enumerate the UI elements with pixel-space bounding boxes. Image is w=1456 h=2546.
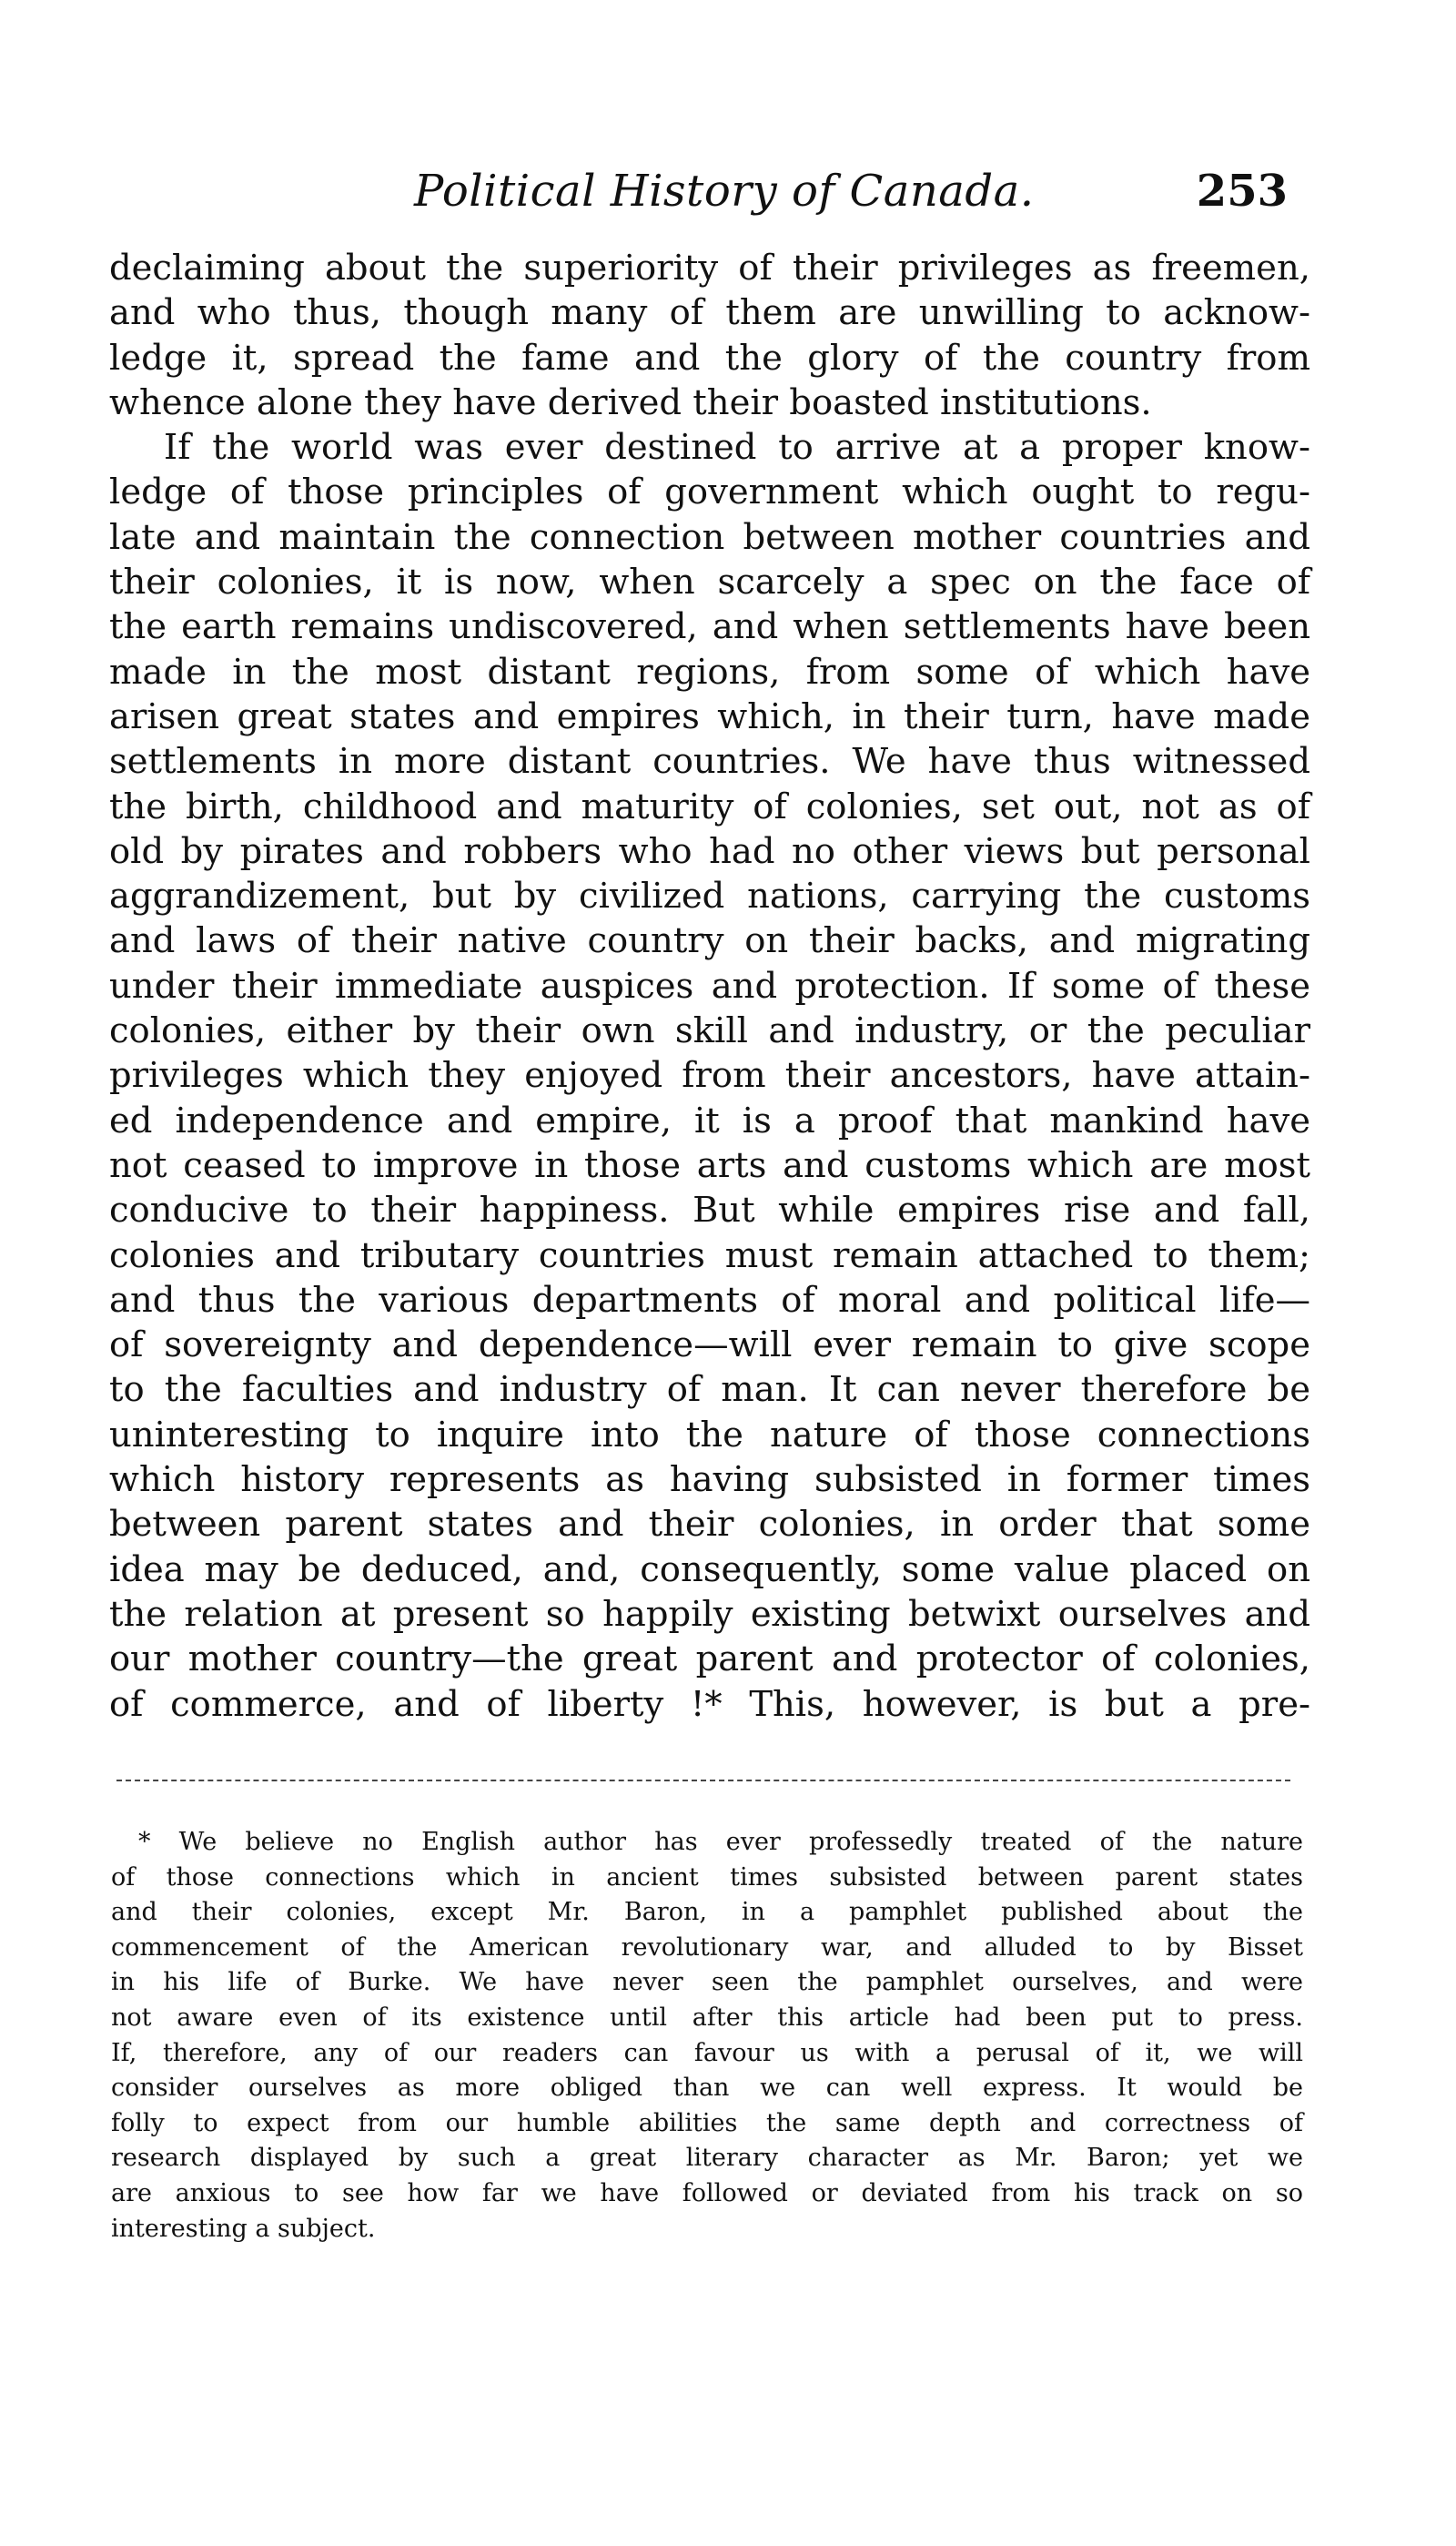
text-line: privileges which they enjoyed from their ancestors, have attain- — [109, 1055, 1310, 1097]
page-header — [414, 166, 1288, 220]
text-line: under their immediate auspices and protection. If some of these — [109, 965, 1310, 1007]
text-line: the earth remains undiscovered, and when settlements have been — [109, 606, 1310, 648]
text-line: our mother country—the great parent and protector of colonies, — [109, 1638, 1310, 1680]
text-line: colonies, either by their own skill and industry, or the peculiar — [109, 1010, 1310, 1052]
text-line: of sovereignty and dependence—will ever remain to give scope — [109, 1324, 1310, 1366]
footnote-line: of those connections which in ancient times subsisted between parent states — [111, 1862, 1303, 1892]
text-line: and laws of their native country on their backs, and migrating — [109, 920, 1310, 962]
text-line: made in the most distant regions, from some of which have — [109, 651, 1310, 693]
text-line: their colonies, it is now, when scarcely a spec on the face of — [109, 562, 1310, 604]
text-line: uninteresting to inquire into the nature of those connections — [109, 1414, 1310, 1456]
text-line: conducive to their happiness. But while empires rise and fall, — [109, 1190, 1310, 1232]
text-line: arisen great states and empires which, in their turn, have made — [109, 695, 1310, 737]
footnote-line: consider ourselves as more obliged than we can well express. It would be — [111, 2074, 1303, 2103]
text-line: and who thus, though many of them are unwilling to acknow- — [109, 292, 1310, 334]
text-line: idea may be deduced, and, consequently, some value placed on — [109, 1548, 1310, 1590]
page-number: 253 — [1196, 166, 1288, 217]
text-line: the relation at present so happily existing betwixt ourselves and — [109, 1593, 1310, 1635]
text-line: declaiming about the superiority of their privileges as freemen, — [109, 248, 1310, 289]
text-line: settlements in more distant countries. We have thus witnessed — [109, 741, 1310, 783]
footnote-line: commencement of the American revolutionary war, and alluded to by Bisset — [111, 1932, 1303, 1962]
text-line: colonies and tributary countries must remain attached to them; — [109, 1234, 1310, 1276]
body-text — [109, 246, 1310, 1727]
footnote-separator — [116, 1780, 1290, 1781]
text-line: ledge of those principles of government which ought to regu- — [109, 472, 1310, 513]
footnote — [111, 1825, 1303, 2247]
footnote-line: interesting a subject. — [111, 2214, 376, 2243]
text-line: late and maintain the connection between mother countries and — [109, 516, 1310, 558]
footnote-line: If, therefore, any of our readers can favour us with a perusal of it, we will — [111, 2038, 1303, 2067]
running-title: Political History of Canada. — [414, 166, 1035, 217]
text-line: ed independence and empire, it is a proof that mankind have — [109, 1100, 1310, 1141]
text-line: not ceased to improve in those arts and customs which are most — [109, 1144, 1310, 1186]
footnote-line: * We believe no English author has ever professedly treated of the nature — [138, 1828, 1303, 1856]
text-line: the birth, childhood and maturity of colonies, set out, not as of — [109, 786, 1310, 827]
footnote-line: not aware even of its existence until after this article had been put to press. — [111, 2003, 1303, 2032]
text-line: old by pirates and robbers who had no other views but personal — [109, 830, 1310, 872]
text-line: which history represents as having subsisted in former times — [109, 1459, 1310, 1501]
footnote-line: in his life of Burke. We have never seen the pamphlet ourselves, and were — [111, 1968, 1303, 1997]
text-line: aggrandizement, but by civilized nations, carrying the customs — [109, 876, 1310, 918]
text-line: and thus the various departments of moral and political life— — [109, 1279, 1310, 1321]
text-line: whence alone they have derived their boasted institutions. — [109, 381, 1152, 423]
text-line: ledge it, spread the fame and the glory of the country from — [109, 337, 1310, 379]
footnote-line: and their colonies, except Mr. Baron, in a pamphlet published about the — [111, 1898, 1303, 1927]
text-line: of commerce, and of liberty !* This, however, is but a pre- — [109, 1683, 1310, 1725]
text-line: between parent states and their colonies, in order that some — [109, 1504, 1310, 1546]
text-line: to the faculties and industry of man. It can never therefore be — [109, 1369, 1310, 1411]
footnote-line: are anxious to see how far we have followed or deviated from his track on so — [111, 2178, 1303, 2207]
text-line: If the world was ever destined to arrive at a proper know- — [164, 427, 1310, 469]
footnote-line: research displayed by such a great literary character as Mr. Baron; yet we — [111, 2144, 1303, 2173]
footnote-line: folly to expect from our humble abilities the same depth and correctness of — [111, 2108, 1303, 2137]
